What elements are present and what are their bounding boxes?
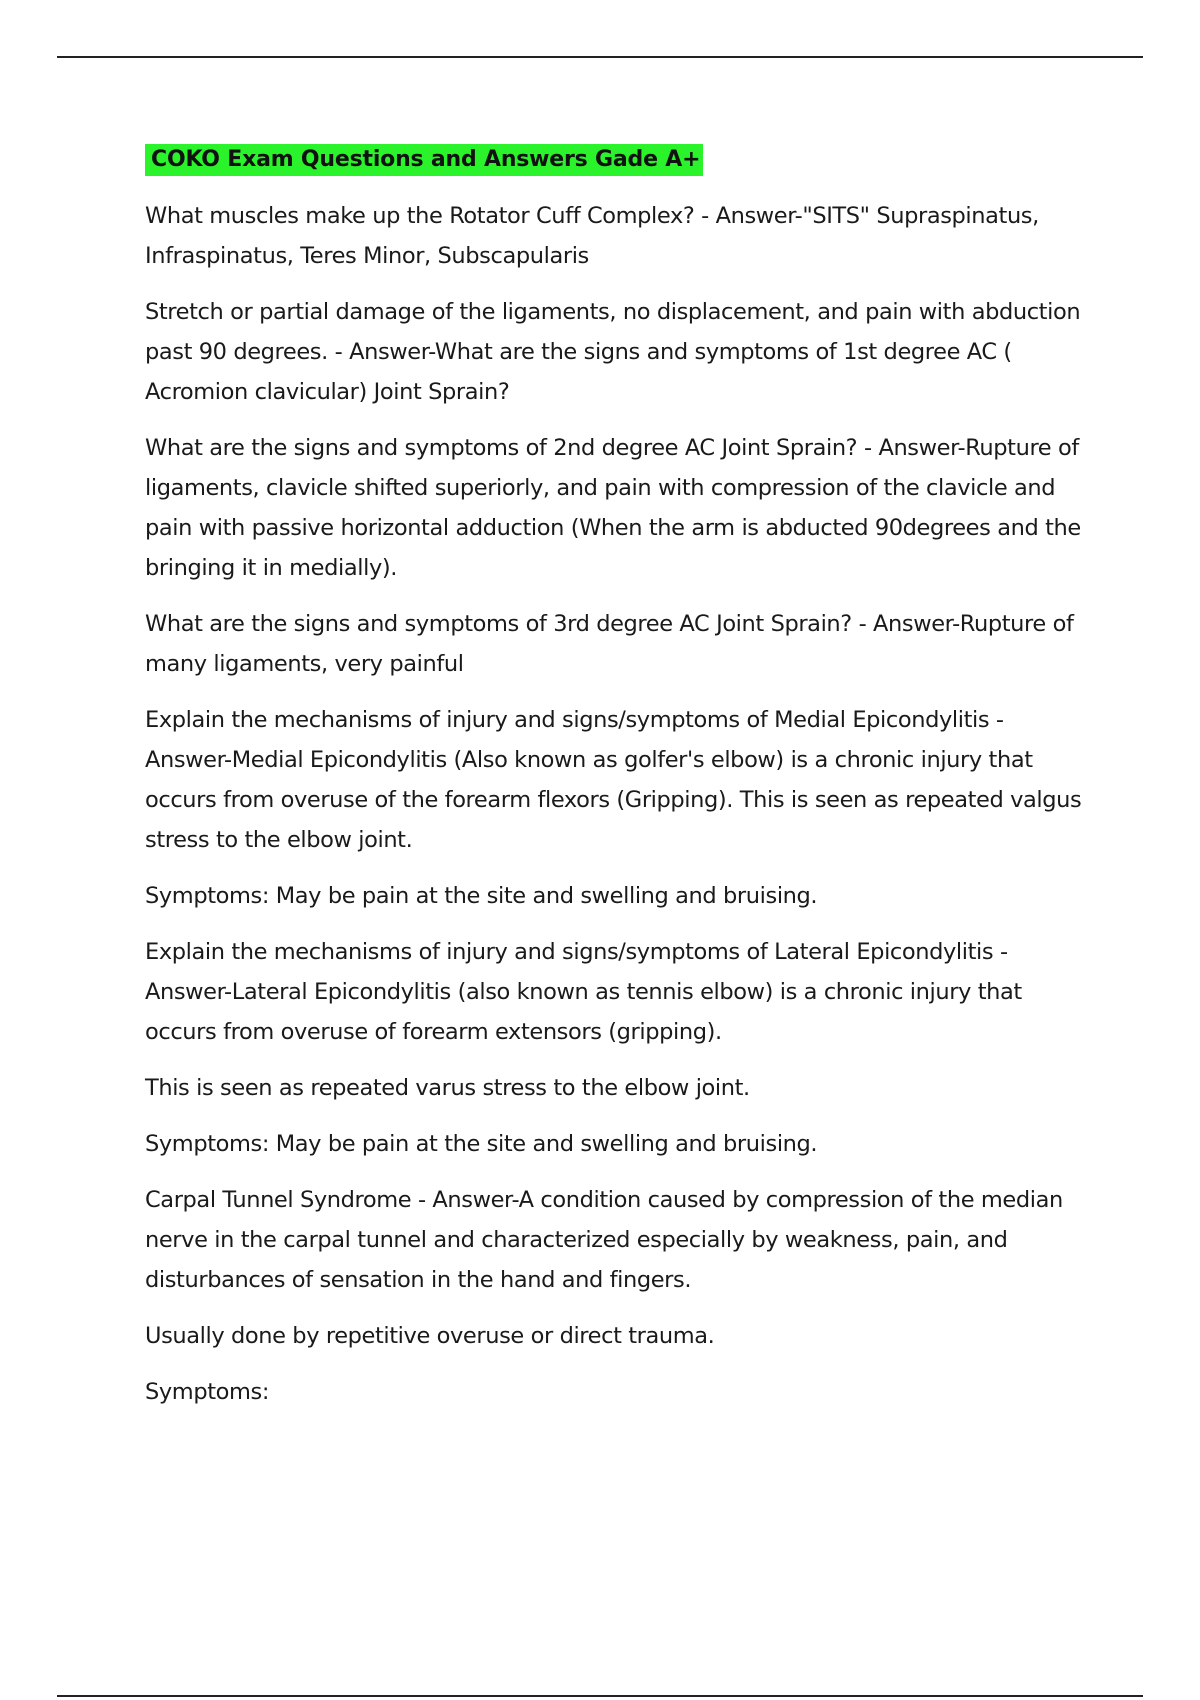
paragraph-varus-stress: This is seen as repeated varus stress to the elbow joint. xyxy=(145,1075,750,1101)
paragraph-medial-symptoms: Symptoms: May be pain at the site and swelling and bruising. xyxy=(145,883,818,909)
paragraph-carpal-cause: Usually done by repetitive overuse or direct trauma. xyxy=(145,1323,715,1349)
paragraph-ac-sprain-3rd-degree: What are the signs and symptoms of 3rd degree AC Joint Sprain? - Answer-Rupture of many ligaments, very painful xyxy=(145,611,1074,677)
document-title: COKO Exam Questions and Answers Gade A+ xyxy=(145,144,703,176)
footer-rule xyxy=(57,1695,1143,1697)
document-body xyxy=(145,144,1095,1428)
paragraph-rotator-cuff: What muscles make up the Rotator Cuff Complex? - Answer-"SITS" Supraspinatus, Infraspinatus, Teres Minor, Subscapularis xyxy=(145,203,1039,269)
paragraph-lateral-symptoms: Symptoms: May be pain at the site and swelling and bruising. xyxy=(145,1131,818,1157)
header-rule xyxy=(57,56,1143,58)
paragraph-carpal-tunnel: Carpal Tunnel Syndrome - Answer-A condition caused by compression of the median nerve in the carpal tunnel and characterized especially by weakness, pain, and disturbances of sensation in the hand and fingers. xyxy=(145,1187,1063,1293)
paragraph-ac-sprain-1st-degree: Stretch or partial damage of the ligaments, no displacement, and pain with abduction past 90 degrees. - Answer-What are the signs and symptoms of 1st degree AC ( Acromion clavicular) Joint Sprain? xyxy=(145,299,1081,405)
paragraph-ac-sprain-2nd-degree: What are the signs and symptoms of 2nd degree AC Joint Sprain? - Answer-Rupture of ligaments, clavicle shifted superiorly, and pain with compression of the clavicle and pain with passive horizontal adduction (When the arm is abducted 90degrees and the bringing it in medially). xyxy=(145,435,1081,581)
paragraph-medial-epicondylitis: Explain the mechanisms of injury and signs/symptoms of Medial Epicondylitis - Answer-Medial Epicondylitis (Also known as golfer's elbow) is a chronic injury that occurs from overuse of the forearm flexors (Gripping). This is seen as repeated valgus stress to the elbow joint. xyxy=(145,707,1082,853)
paragraph-lateral-epicondylitis: Explain the mechanisms of injury and signs/symptoms of Lateral Epicondylitis - Answer-Lateral Epicondylitis (also known as tennis elbow) is a chronic injury that occurs from overuse of forearm extensors (gripping). xyxy=(145,939,1022,1045)
paragraph-carpal-symptoms: Symptoms: xyxy=(145,1379,270,1405)
